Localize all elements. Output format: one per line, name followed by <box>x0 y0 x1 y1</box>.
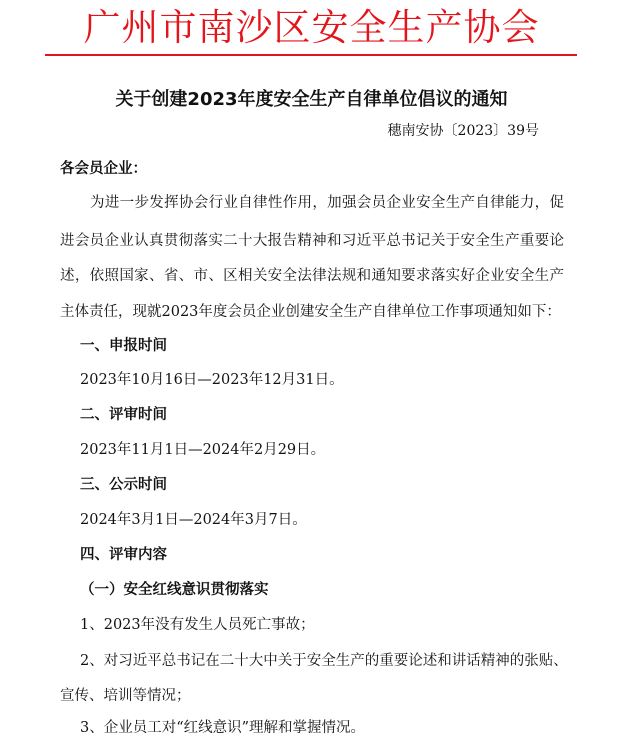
salutation: 各会员企业： <box>60 161 147 177</box>
section-3-body: 2024年3月1日—2024年3月7日。 <box>80 512 307 528</box>
section-1-body: 2023年10月16日—2023年12月31日。 <box>80 372 344 388</box>
criteria-item-2-line-2: 宣传、培训等情况； <box>60 688 191 704</box>
section-4-heading: 四、评审内容 <box>80 547 167 563</box>
document-number: 穗南安协〔2023〕39号 <box>387 123 539 139</box>
section-2-heading: 二、评审时间 <box>80 407 167 423</box>
letterhead-red-rule <box>45 54 577 56</box>
intro-line-1: 为进一步发挥协会行业自律性作用，加强会员企业安全生产自律能力，促 <box>90 195 564 211</box>
section-3-heading: 三、公示时间 <box>80 477 167 493</box>
section-4-subheading: （一）安全红线意识贯彻落实 <box>80 582 269 598</box>
criteria-item-2-line-1: 2、对习近平总书记在二十大中关于安全生产的重要论述和讲话精神的张贴、 <box>80 653 568 669</box>
section-1-heading: 一、申报时间 <box>80 338 167 354</box>
criteria-item-1: 1、2023年没有发生人员死亡事故； <box>80 617 315 633</box>
intro-line-2: 进会员企业认真贯彻落实二十大报告精神和习近平总书记关于安全生产重要论 <box>60 233 564 249</box>
criteria-item-3: 3、企业员工对“红线意识”理解和掌握情况。 <box>80 720 366 736</box>
intro-line-4: 主体责任，现就2023年度会员企业创建安全生产自律单位工作事项通知如下： <box>60 304 561 320</box>
notice-title: 关于创建2023年度安全生产自律单位倡议的通知 <box>115 89 508 110</box>
intro-line-3: 述，依照国家、省、市、区相关安全法律法规和通知要求落实好企业安全生产 <box>60 268 564 284</box>
section-2-body: 2023年11月1日—2024年2月29日。 <box>80 442 326 458</box>
letterhead-org-name: 广州市南沙区安全生产协会 <box>83 6 540 49</box>
